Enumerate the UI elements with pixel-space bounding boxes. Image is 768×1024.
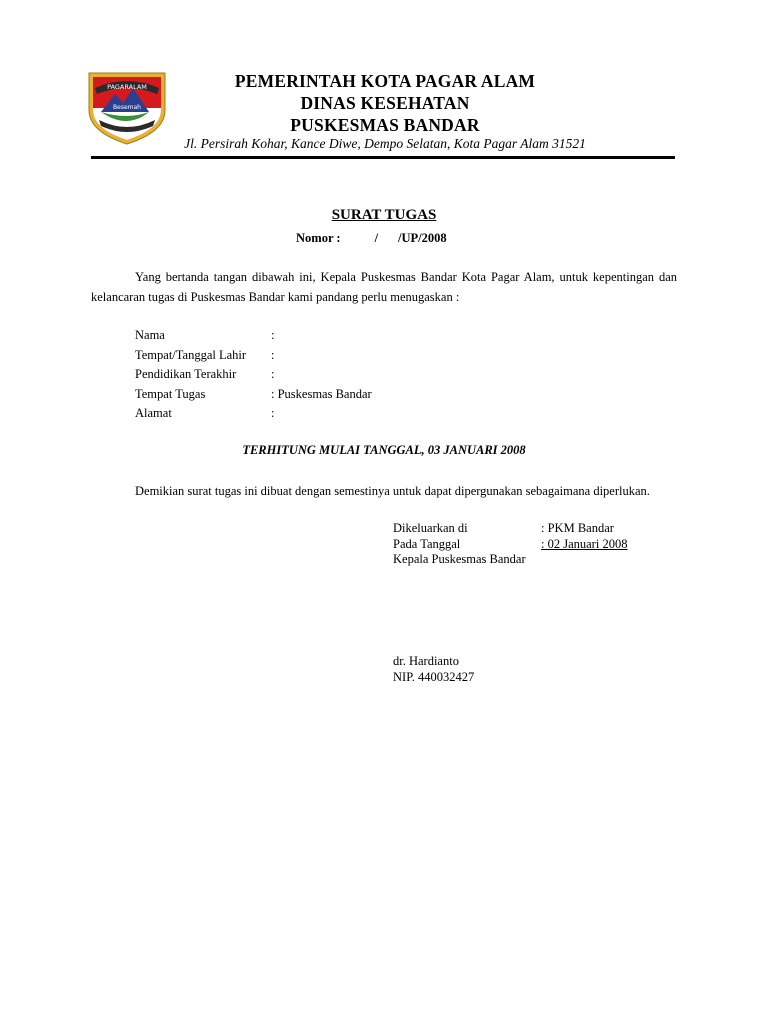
intro-text: Yang bertanda tangan dibawah ini, Kepala Puskesmas Bandar Kota Pagar Alam, untuk kepentingan dan kelancaran tugas di Puskesmas Bandar kami pandang perlu menugaskan : (91, 270, 677, 304)
field-separator: : (271, 367, 275, 381)
city-emblem-logo (87, 70, 167, 146)
field-row-birth (135, 346, 372, 366)
number-suffix: /UP/2008 (398, 231, 447, 245)
issued-date-label: Pada Tanggal (393, 536, 461, 551)
intro-paragraph (91, 268, 677, 307)
organization-header (160, 70, 610, 136)
field-separator: : (271, 347, 275, 362)
org-line-government: PEMERINTAH KOTA PAGAR ALAM (234, 71, 536, 91)
field-label: Pendidikan Terakhir (135, 367, 237, 381)
signer-block (393, 654, 474, 685)
logo-text-bottom: Besemah (113, 104, 141, 111)
field-separator: : (271, 386, 275, 401)
field-label: Nama (135, 328, 165, 342)
issuer-position: Kepala Puskesmas Bandar (393, 552, 526, 566)
org-line-clinic: PUSKESMAS BANDAR (290, 115, 480, 135)
issued-date-value: : 02 Januari 2008 (541, 536, 628, 551)
org-line-department: DINAS KESEHATAN (300, 93, 470, 113)
closing-paragraph (91, 482, 677, 502)
signer-name: dr. Hardianto (393, 654, 459, 668)
field-label: Tempat Tugas (135, 386, 206, 401)
issued-place-value: : PKM Bandar (541, 521, 614, 535)
signer-nip: NIP. 440032427 (393, 669, 475, 684)
field-separator: : (271, 328, 275, 342)
field-separator: : (271, 406, 275, 420)
issued-date-row (393, 537, 627, 553)
field-row-name (135, 326, 372, 346)
effective-date-statement: TERHITUNG MULAI TANGGAL, 03 JANUARI 2008 (242, 443, 526, 457)
header-divider (91, 156, 675, 159)
field-row-address (135, 404, 372, 424)
field-row-education (135, 365, 372, 385)
issuance-block (393, 521, 627, 568)
number-label: Nomor : (296, 231, 341, 245)
office-address: Jl. Persirah Kohar, Kance Diwe, Dempo Selatan, Kota Pagar Alam 31521 (184, 136, 586, 151)
document-title: SURAT TUGAS (331, 207, 437, 223)
issued-place-row (393, 521, 627, 537)
field-label: Tempat/Tanggal Lahir (135, 347, 247, 362)
assignee-fields (135, 326, 372, 424)
issued-place-label: Dikeluarkan di (393, 521, 468, 535)
document-number (296, 231, 447, 246)
field-label: Alamat (135, 406, 172, 420)
logo-text-top: PAGARALAM (107, 83, 147, 91)
field-value: Puskesmas Bandar (277, 386, 372, 401)
number-slash: / (374, 231, 379, 245)
field-row-workplace (135, 385, 372, 405)
closing-text: Demikian surat tugas ini dibuat dengan semestinya untuk dapat dipergunakan sebagaimana diperlukan. (135, 484, 650, 498)
